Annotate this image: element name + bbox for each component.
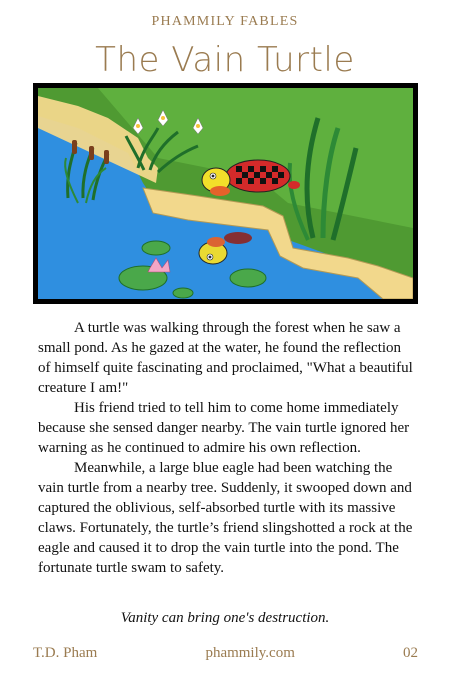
series-name: PHAMMILY FABLES bbox=[151, 14, 299, 29]
page-number: 02 bbox=[403, 645, 418, 661]
page-footer bbox=[33, 645, 418, 662]
story-text bbox=[38, 318, 416, 578]
story-paragraph: A turtle was walking through the forest when he saw a small pond. As he gazed at the water, he found the reflection of himself quite fascinating and proclaimed, "What a beautiful creature I am!" bbox=[38, 320, 413, 396]
website-link[interactable]: phammily.com bbox=[205, 645, 295, 661]
story-illustration bbox=[33, 83, 418, 304]
story-paragraph: Meanwhile, a large blue eagle had been watching the vain turtle from a nearby tree. Suddenly, it swooped down and captured the oblivious, self-absorbed turtle with its massive claws. Fortunately, the turtle’s friend slingshotted a rock at the eagle and caused it to drop the vain turtle into the pond. The fortunate turtle swam to safety. bbox=[38, 460, 413, 576]
page-title: The Vain Turtle bbox=[95, 40, 355, 80]
story-paragraph: His friend tried to tell him to come home immediately because she sensed danger nearby. The vain turtle ignored her warning as he continued to admire his own reflection. bbox=[38, 400, 410, 456]
moral-text: Vanity can bring one's destruction. bbox=[120, 610, 330, 626]
author-name: T.D. Pham bbox=[33, 645, 98, 661]
